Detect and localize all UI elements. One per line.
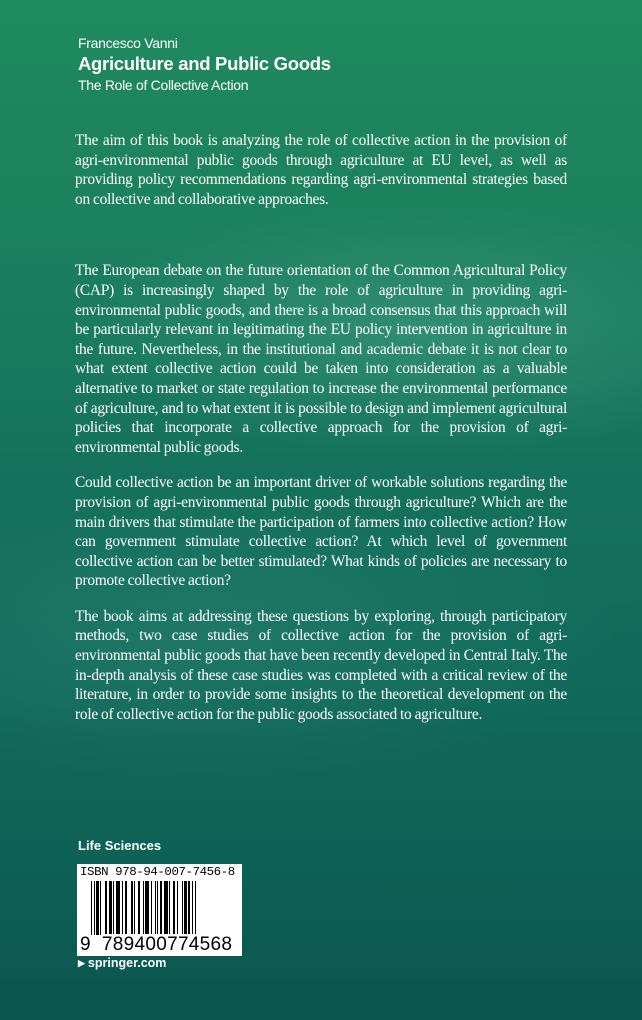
paragraph-text: The European debate on the future orientation of the Common Agricultural Policy (CAP) is increasingly shaped by the role of agriculture in providing agri-environmental public goods, and there is a broad consensus that this approach will be particularly relevant in legitimating the EU policy intervention in agriculture in the future. Nevertheless, in the institutional and academic debate it is not clear to what extent collective action could be taken into consideration as a valuable alternative to market or state regulation to increase the environmental performance of agriculture, and to what extent it is possible to design and implement agricultural policies that incorporate a collective approach for the provision of agri-environmental public goods.	[75, 262, 567, 456]
triangle-right-icon: ▶	[78, 958, 85, 968]
publisher-website-link[interactable]	[78, 956, 166, 970]
description-body	[75, 131, 567, 724]
cover-header	[78, 34, 331, 94]
barcode-number: 789400774568	[101, 934, 233, 955]
isbn-barcode	[77, 864, 242, 956]
series-label: Life Sciences	[78, 838, 162, 853]
description-paragraph-4	[75, 607, 567, 725]
barcode-digits	[80, 935, 233, 955]
description-paragraph-1	[75, 131, 567, 209]
description-paragraph-3	[75, 473, 567, 591]
barcode-bar	[196, 881, 197, 935]
isbn-text: ISBN 978-94-007-7456-8	[80, 865, 235, 879]
barcode-bars	[91, 881, 237, 935]
paragraph-text: Could collective action be an important driver of workable solutions regarding the provision of agri-environmental public goods through agriculture? Which are the main drivers that stimulate the participation of farmers into collective action? How can government stimulate collective action? At which level of government collective action can be better stimulated? What kinds of policies are necessary to promote collective action?	[75, 474, 567, 590]
book-title: Agriculture and Public Goods	[78, 53, 331, 74]
website-text: springer.com	[87, 956, 167, 970]
book-subtitle: The Role of Collective Action	[78, 77, 249, 93]
barcode-first-digit: 9	[80, 934, 91, 955]
paragraph-text: The book aims at addressing these questions by exploring, through participatory methods, two case studies of collective action for the provision of agri-environmental public goods that have been recently developed in Central Italy. The in-depth analysis of these case studies was completed with a critical review of the literature, in order to provide some insights to the theoretical development on the role of collective action for the public goods associated to agriculture.	[75, 607, 567, 723]
author-name: Francesco Vanni	[78, 35, 178, 51]
description-paragraph-2	[75, 261, 567, 457]
paragraph-text: The aim of this book is analyzing the role of collective action in the provision of agri-environmental public goods through agriculture at EU level, as well as providing policy recommendations regarding agri-environmental strategies based on collective and collaborative approaches.	[75, 132, 567, 208]
